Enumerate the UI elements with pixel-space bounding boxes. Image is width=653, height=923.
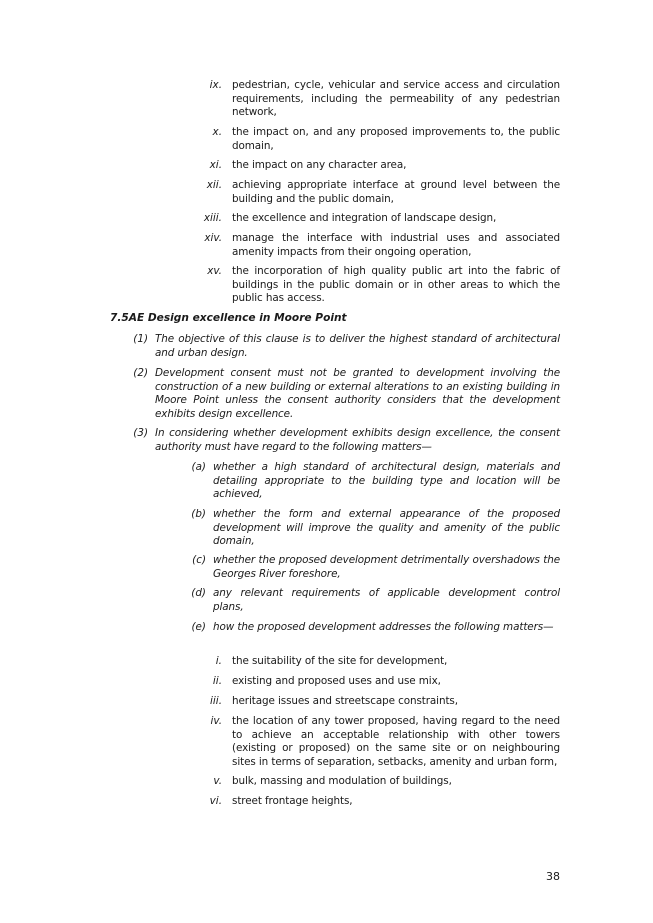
subclause-text: In considering whether development exhibits design excellence, the consent authority must have regard to the following matters— [155,427,560,453]
item-number: ii. [212,675,222,687]
item-number: iii. [210,695,222,707]
paragraph-text: how the proposed development addresses the following matters— [213,621,554,633]
item-text: the incorporation of high quality public art into the fabric of buildings in the public domain or in other areas to which the public has access. [232,265,560,305]
subclause-number: (1) [133,333,148,345]
paragraph-number: (a) [191,461,206,473]
page-number: 38 [546,870,560,883]
item-text: the suitability of the site for development, [232,655,448,667]
paragraph-number: (b) [191,508,206,520]
item-text: manage the interface with industrial uses and associated amenity impacts from their ongoing operation, [232,232,560,258]
paragraph-number: (c) [192,554,206,566]
paragraph-number: (e) [191,621,206,633]
item-number: iv. [210,715,222,727]
item-number: v. [213,775,222,787]
item-text: street frontage heights, [232,795,353,807]
clause-heading: 7.5AE Design excellence in Moore Point [110,312,347,324]
item-number: vi. [209,795,222,807]
item-text: bulk, massing and modulation of buildings, [232,775,452,787]
item-number: xii. [206,179,222,191]
item-text: achieving appropriate interface at ground level between the building and the public domain, [232,179,560,205]
subclause-number: (2) [133,367,148,379]
item-text: the excellence and integration of landscape design, [232,212,497,224]
item-number: x. [212,126,222,138]
paragraph-text: any relevant requirements of applicable development control plans, [213,587,560,613]
item-text: existing and proposed uses and use mix, [232,675,441,687]
item-number: ix. [209,79,222,91]
subclause-text: The objective of this clause is to deliver the highest standard of architectural and urban design. [155,333,560,359]
item-number: xv. [207,265,222,277]
paragraph-text: whether the form and external appearance of the proposed development will improve the quality and amenity of the public domain, [213,508,560,548]
subclause-text: Development consent must not be granted to development involving the construction of a new building or external alterations to an existing building in Moore Point unless the consent authority considers that the development exhibits design excellence. [155,367,560,420]
item-number: i. [215,655,222,667]
paragraph-text: whether a high standard of architectural design, materials and detailing appropriate to the building type and location will be achieved, [213,461,560,501]
item-text: pedestrian, cycle, vehicular and service access and circulation requirements, including the permeability of any pedestrian network, [232,79,560,119]
item-text: the impact on, and any proposed improvements to, the public domain, [232,126,560,152]
item-text: the location of any tower proposed, having regard to the need to achieve an acceptable relationship with other towers (existing or proposed) on the same site or on neighbouring sites in terms of separation, setbacks, amenity and urban form, [232,715,560,768]
item-number: xiii. [203,212,222,224]
item-number: xiv. [204,232,222,244]
subclause-number: (3) [133,427,148,439]
item-number: xi. [209,159,222,171]
item-text: heritage issues and streetscape constraints, [232,695,458,707]
item-text: the impact on any character area, [232,159,407,171]
paragraph-number: (d) [191,587,206,599]
paragraph-text: whether the proposed development detrimentally overshadows the Georges River foreshore, [213,554,560,580]
